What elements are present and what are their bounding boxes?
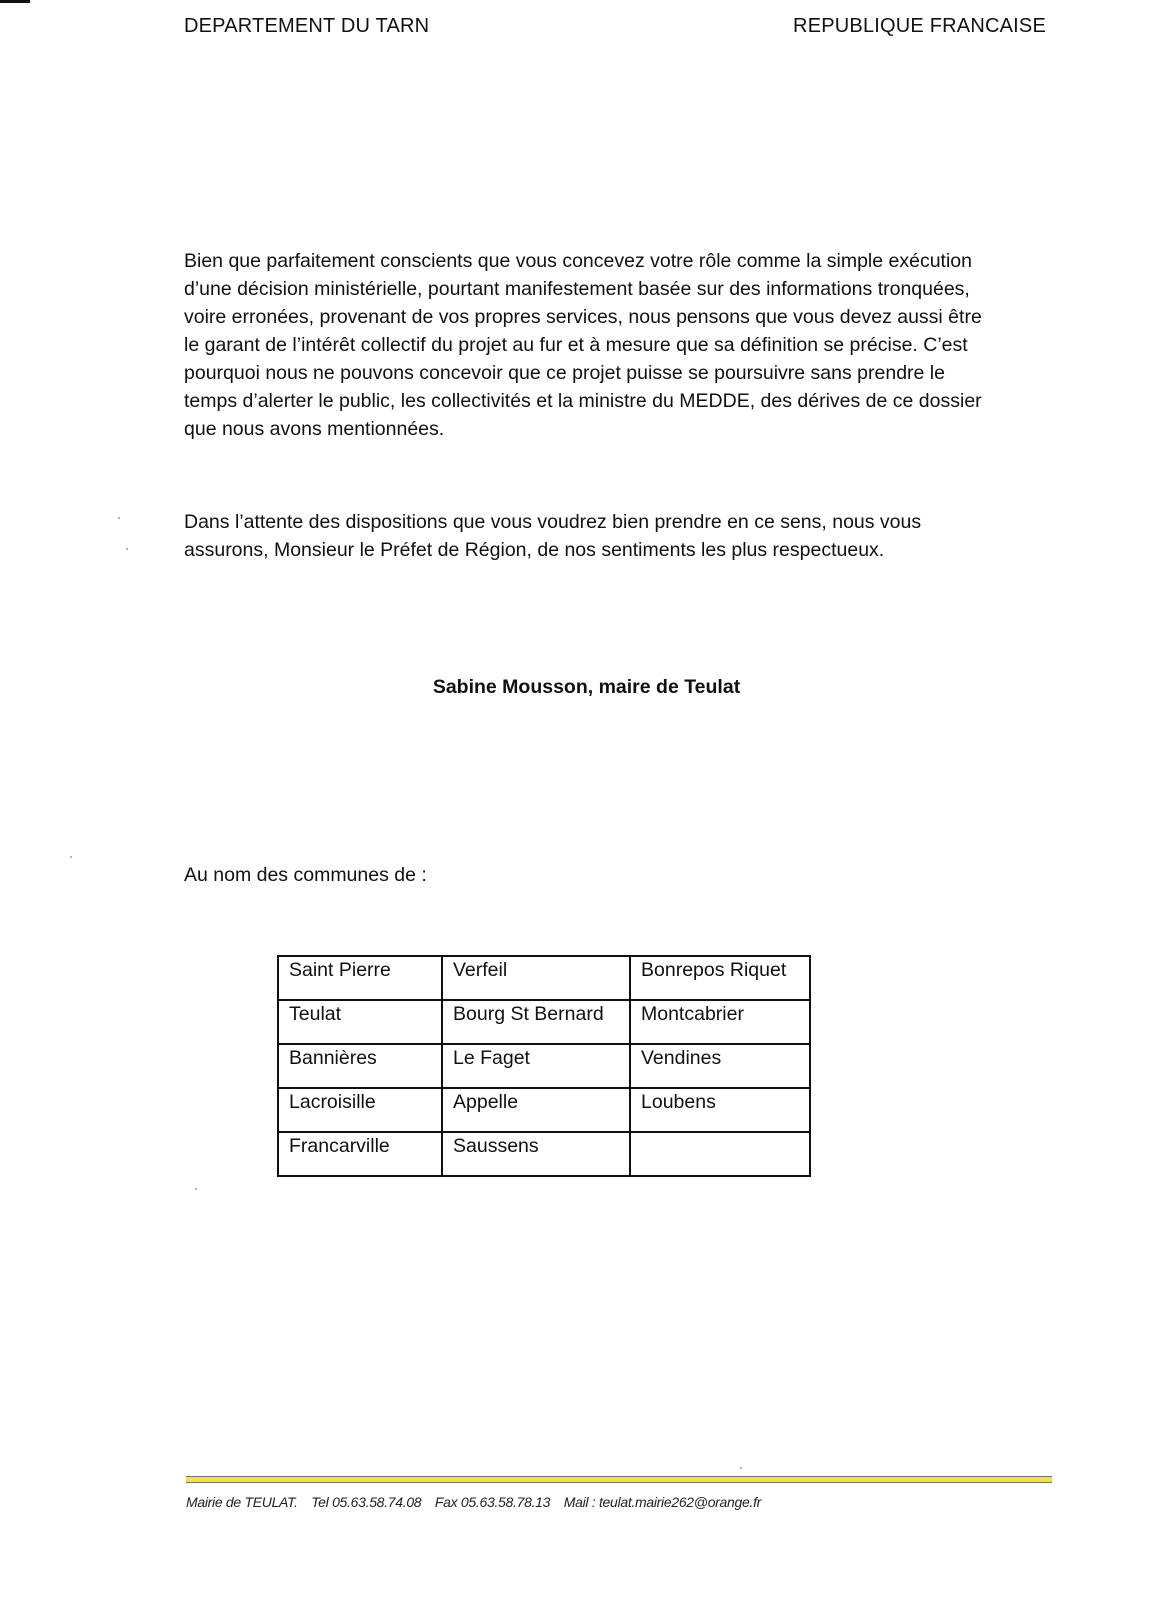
table-cell: Lacroisille (278, 1088, 442, 1132)
footer-fax: Fax 05.63.58.78.13 (434, 1494, 551, 1510)
paragraph-line: que nous avons mentionnées. (184, 418, 445, 440)
signature-name: Sabine Mousson, maire de Teulat (432, 676, 741, 698)
table-cell: Saint Pierre (278, 956, 442, 1000)
communes-intro: Au nom des communes de : (184, 864, 427, 886)
table-row (278, 1044, 810, 1088)
paragraph-line: temps d’alerter le public, les collectivités et la ministre du MEDDE, des dérives de ce dossier (184, 390, 982, 412)
scan-speck (126, 548, 128, 550)
footer-mail: Mail : teulat.mairie262@orange.fr (563, 1494, 762, 1510)
table-row (278, 1000, 810, 1044)
table-cell (630, 1132, 810, 1176)
table-cell: Montcabrier (630, 1000, 810, 1044)
table-cell: Francarville (278, 1132, 442, 1176)
scan-speck (740, 1467, 742, 1469)
paragraph-line: assurons, Monsieur le Préfet de Région, de nos sentiments les plus respectueux. (184, 539, 885, 561)
table-row (278, 1132, 810, 1176)
scan-speck (195, 1188, 197, 1190)
header-republic: REPUBLIQUE FRANCAISE (793, 15, 1046, 37)
footer-tel: Tel 05.63.58.74.08 (311, 1494, 422, 1510)
signature-block (0, 676, 1165, 699)
scan-speck (70, 856, 72, 858)
footer-contact (186, 1494, 771, 1510)
table-cell: Saussens (442, 1132, 630, 1176)
scan-speck (118, 517, 120, 519)
paragraph-line: pourquoi nous ne pouvons concevoir que ce projet puisse se poursuivre sans prendre le (184, 362, 945, 384)
table-cell: Teulat (278, 1000, 442, 1044)
table-cell: Verfeil (442, 956, 630, 1000)
header-department: DEPARTEMENT DU TARN (184, 15, 430, 37)
table-row (278, 956, 810, 1000)
paragraph-line: le garant de l’intérêt collectif du projet au fur et à mesure que sa définition se précise. C’est (184, 334, 968, 356)
footer-rule (186, 1476, 1052, 1483)
table-cell: Bourg St Bernard (442, 1000, 630, 1044)
communes-table (277, 955, 811, 1177)
table-cell: Le Faget (442, 1044, 630, 1088)
body-paragraph-closing (184, 508, 1064, 564)
paragraph-line: Bien que parfaitement conscients que vous concevez votre rôle comme la simple exécution (184, 250, 972, 272)
table-cell: Vendines (630, 1044, 810, 1088)
table-cell: Bonrepos Riquet (630, 956, 810, 1000)
paragraph-line: Dans l’attente des dispositions que vous voudrez bien prendre en ce sens, nous vous (184, 511, 922, 533)
footer-name: Mairie de TEULAT. (186, 1494, 298, 1510)
paragraph-line: voire erronées, provenant de vos propres services, nous pensons que vous devez aussi être (184, 306, 982, 328)
scan-corner-mark (0, 0, 30, 3)
body-paragraph-first (184, 247, 1064, 443)
table-cell: Bannières (278, 1044, 442, 1088)
table-row (278, 1088, 810, 1132)
table-cell: Loubens (630, 1088, 810, 1132)
paragraph-line: d’une décision ministérielle, pourtant manifestement basée sur des informations tronquées, (184, 278, 970, 300)
table-cell: Appelle (442, 1088, 630, 1132)
